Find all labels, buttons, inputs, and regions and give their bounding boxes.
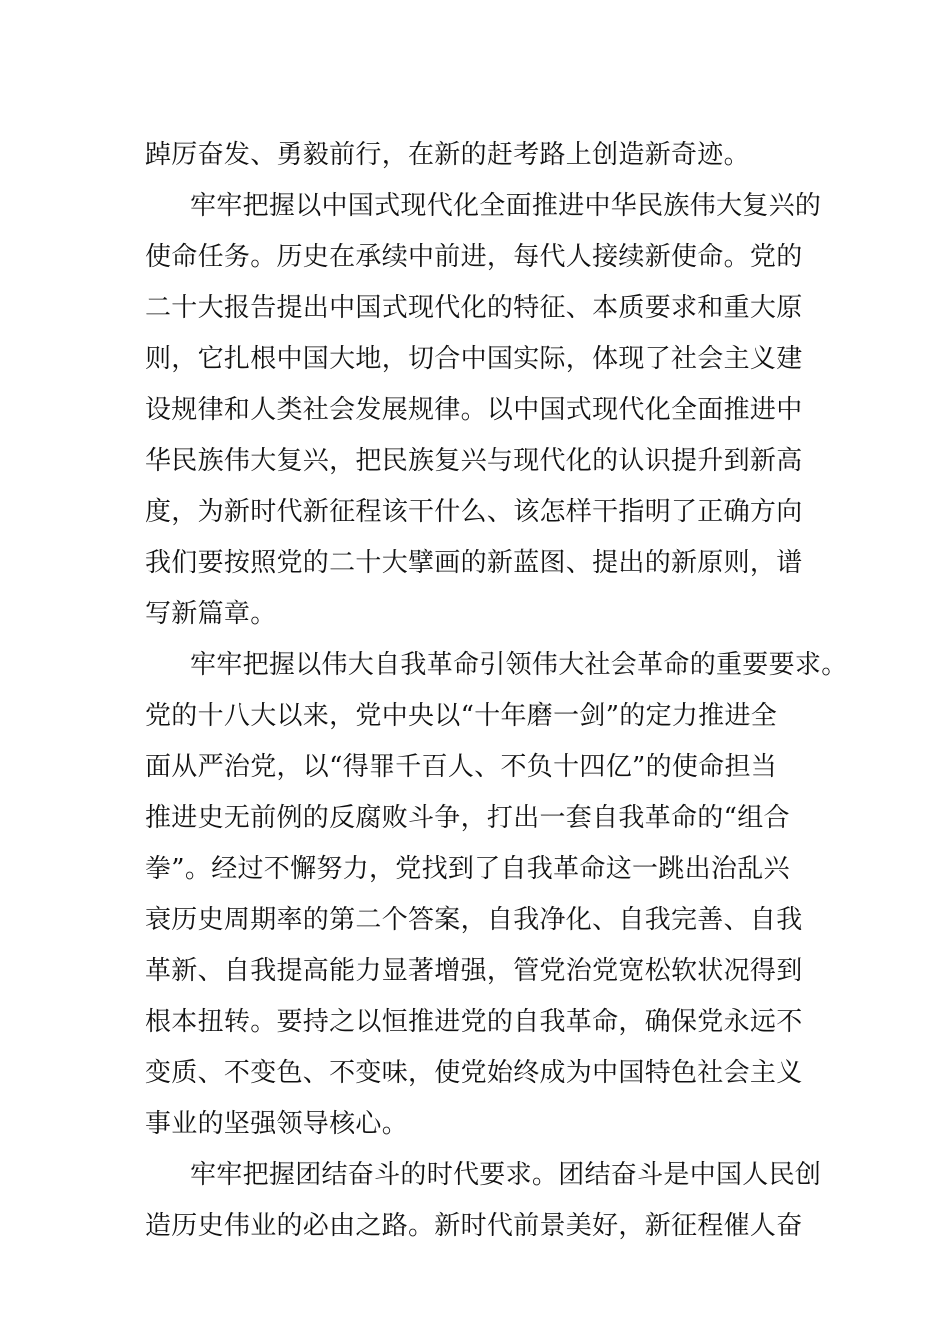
- text-line: 事业的坚强领导核心。: [145, 1109, 409, 1139]
- text-line: 华民族伟大复兴，把民族复兴与现代化的认识提升到新高: [145, 446, 803, 476]
- text-line: 写新篇章。: [145, 599, 277, 629]
- text-line: 拳”。经过不懈努力，党找到了自我革命这一跳出治乱兴: [145, 854, 790, 884]
- paragraph-start-line: 牢牢把握以中国式现代化全面推进中华民族伟大复兴的: [190, 191, 822, 221]
- text-line: 设规律和人类社会发展规律。以中国式现代化全面推进中: [145, 395, 803, 425]
- text-line: 度，为新时代新征程该干什么、该怎样干指明了正确方向: [145, 497, 803, 527]
- text-line: 衰历史周期率的第二个答案，自我净化、自我完善、自我: [145, 905, 803, 935]
- text-line: 面从严治党，以“得罪千百人、不负十四亿”的使命担当: [145, 752, 778, 782]
- body-text: [145, 130, 848, 1252]
- text-line: 革新、自我提高能力显著增强，管党治党宽松软状况得到: [145, 956, 803, 986]
- text-line: 二十大报告提出中国式现代化的特征、本质要求和重大原: [145, 293, 803, 323]
- text-line: 我们要按照党的二十大擘画的新蓝图、提出的新原则，谱: [145, 548, 803, 578]
- text-line: 造历史伟业的必由之路。新时代前景美好，新征程催人奋: [145, 1211, 803, 1241]
- paragraph-start-line: 牢牢把握以伟大自我革命引领伟大社会革命的重要要求。: [190, 650, 848, 680]
- text-line: 变质、不变色、不变味，使党始终成为中国特色社会主义: [145, 1058, 803, 1088]
- paragraph-start-line: 牢牢把握团结奋斗的时代要求。团结奋斗是中国人民创: [190, 1160, 822, 1190]
- text-line: 推进史无前例的反腐败斗争，打出一套自我革命的“组合: [145, 803, 790, 833]
- text-line: 党的十八大以来，党中央以“十年磨一剑”的定力推进全: [145, 701, 778, 731]
- text-line: 根本扭转。要持之以恒推进党的自我革命，确保党永远不: [145, 1007, 803, 1037]
- text-line: 使命任务。历史在承续中前进，每代人接续新使命。党的: [145, 242, 803, 272]
- text-line: 踔厉奋发、勇毅前行，在新的赶考路上创造新奇迹。: [145, 140, 750, 170]
- text-line: 则，它扎根中国大地，切合中国实际，体现了社会主义建: [145, 344, 803, 374]
